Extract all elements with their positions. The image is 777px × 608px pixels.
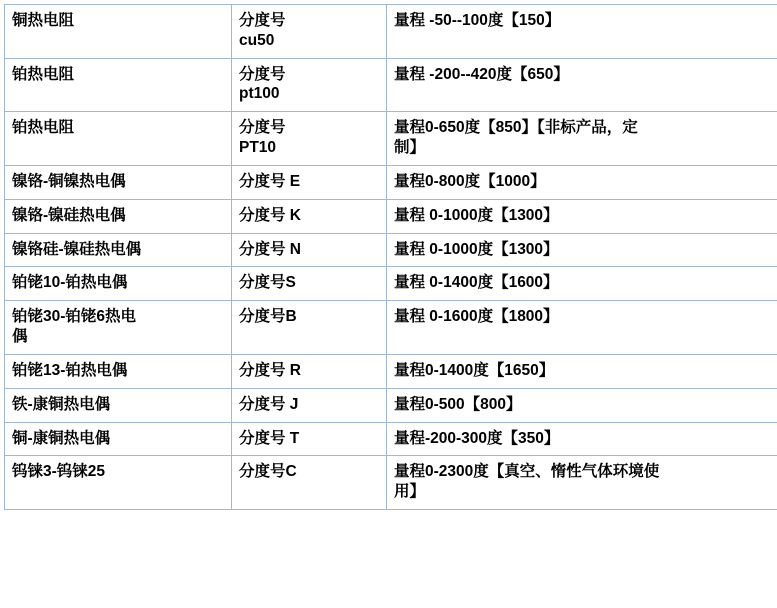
table-row [5, 301, 777, 355]
table-row [5, 233, 777, 267]
cell-sensor-type [5, 5, 232, 59]
graduation-line2: pt100 [239, 84, 379, 104]
sensor-type-line1: 铂铑30-铂铑6热电 [12, 307, 224, 327]
thermocouple-spec-table [4, 4, 777, 510]
cell-graduation [232, 388, 387, 422]
sensor-type-line2: 偶 [12, 327, 224, 347]
sensor-type-line1: 铂热电阻 [12, 118, 224, 138]
cell-range [387, 354, 777, 388]
cell-graduation [232, 58, 387, 112]
range-line2: 制】 [394, 138, 777, 158]
cell-graduation [232, 267, 387, 301]
range-line2: 用】 [394, 482, 777, 502]
cell-sensor-type [5, 267, 232, 301]
table-body [5, 5, 777, 510]
graduation-line1: 分度号B [239, 307, 379, 327]
cell-sensor-type [5, 233, 232, 267]
cell-sensor-type [5, 388, 232, 422]
cell-graduation [232, 301, 387, 355]
table-row [5, 422, 777, 456]
sensor-type-line1: 钨铼3-钨铼25 [12, 462, 224, 482]
cell-range [387, 233, 777, 267]
range-line1: 量程 -200--420度【650】 [394, 65, 777, 85]
table-row [5, 5, 777, 59]
cell-graduation [232, 165, 387, 199]
range-line1: 量程0-1400度【1650】 [394, 361, 777, 381]
table-row [5, 388, 777, 422]
graduation-line1: 分度号 [239, 118, 379, 138]
sensor-type-line1: 铜热电阻 [12, 11, 224, 31]
cell-range [387, 456, 777, 510]
range-line1: 量程0-500【800】 [394, 395, 777, 415]
graduation-line1: 分度号 K [239, 206, 379, 226]
cell-sensor-type [5, 165, 232, 199]
graduation-line2: PT10 [239, 138, 379, 158]
sensor-type-line1: 铜-康铜热电偶 [12, 429, 224, 449]
cell-range [387, 5, 777, 59]
range-line1: 量程 0-1600度【1800】 [394, 307, 777, 327]
cell-range [387, 112, 777, 166]
cell-graduation [232, 112, 387, 166]
document-page [0, 4, 777, 608]
graduation-line1: 分度号C [239, 462, 379, 482]
graduation-line1: 分度号 E [239, 172, 379, 192]
cell-range [387, 388, 777, 422]
graduation-line2: cu50 [239, 31, 379, 51]
range-line1: 量程 0-1000度【1300】 [394, 206, 777, 226]
cell-sensor-type [5, 456, 232, 510]
table-row [5, 165, 777, 199]
table-row [5, 199, 777, 233]
sensor-type-line1: 铂铑10-铂热电偶 [12, 273, 224, 293]
range-line1: 量程 0-1000度【1300】 [394, 240, 777, 260]
cell-sensor-type [5, 301, 232, 355]
table-row [5, 354, 777, 388]
range-line1: 量程0-2300度【真空、惰性气体环境使 [394, 462, 777, 482]
graduation-line1: 分度号 [239, 65, 379, 85]
cell-range [387, 58, 777, 112]
cell-graduation [232, 456, 387, 510]
range-line1: 量程0-650度【850】【非标产品，定 [394, 118, 777, 138]
sensor-type-line1: 铂热电阻 [12, 65, 224, 85]
table-row [5, 456, 777, 510]
graduation-line1: 分度号 N [239, 240, 379, 260]
graduation-line1: 分度号 [239, 11, 379, 31]
cell-sensor-type [5, 422, 232, 456]
graduation-line1: 分度号 T [239, 429, 379, 449]
cell-range [387, 267, 777, 301]
sensor-type-line1: 镍铬-铜镍热电偶 [12, 172, 224, 192]
cell-range [387, 301, 777, 355]
cell-sensor-type [5, 58, 232, 112]
range-line1: 量程0-800度【1000】 [394, 172, 777, 192]
range-line1: 量程 0-1400度【1600】 [394, 273, 777, 293]
cell-sensor-type [5, 199, 232, 233]
range-line1: 量程-200-300度【350】 [394, 429, 777, 449]
graduation-line1: 分度号 J [239, 395, 379, 415]
cell-graduation [232, 199, 387, 233]
sensor-type-line1: 镍铬硅-镍硅热电偶 [12, 240, 224, 260]
table-row [5, 112, 777, 166]
sensor-type-line1: 铁-康铜热电偶 [12, 395, 224, 415]
sensor-type-line1: 镍铬-镍硅热电偶 [12, 206, 224, 226]
cell-sensor-type [5, 354, 232, 388]
cell-graduation [232, 354, 387, 388]
table-row [5, 58, 777, 112]
cell-sensor-type [5, 112, 232, 166]
cell-graduation [232, 5, 387, 59]
graduation-line1: 分度号 R [239, 361, 379, 381]
cell-graduation [232, 233, 387, 267]
cell-range [387, 165, 777, 199]
cell-range [387, 422, 777, 456]
table-row [5, 267, 777, 301]
graduation-line1: 分度号S [239, 273, 379, 293]
sensor-type-line1: 铂铑13-铂热电偶 [12, 361, 224, 381]
cell-range [387, 199, 777, 233]
range-line1: 量程 -50--100度【150】 [394, 11, 777, 31]
cell-graduation [232, 422, 387, 456]
